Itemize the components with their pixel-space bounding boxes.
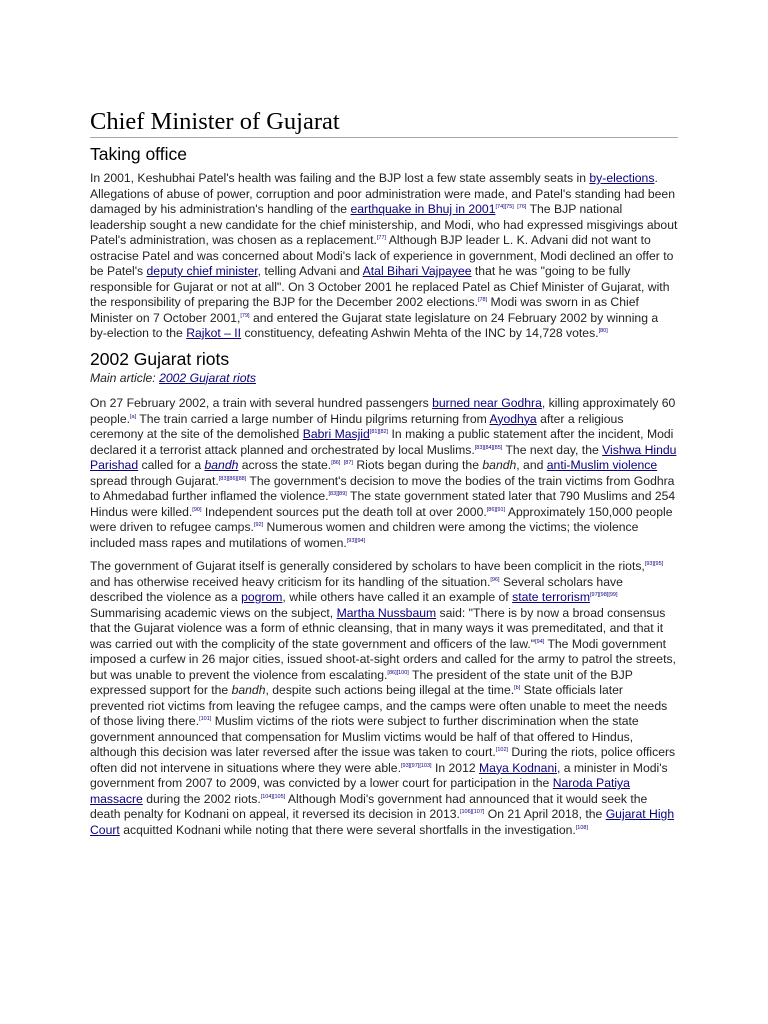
link-martha-nussbaum[interactable]: Martha Nussbaum bbox=[336, 605, 437, 620]
link-burned-near-godhra[interactable]: burned near Godhra bbox=[432, 396, 542, 410]
text-run: called for a bbox=[138, 458, 205, 472]
text-run: , a minister in Modi's government from 2007 to 2009, was convicted by a lower court for participation in the bbox=[90, 760, 668, 790]
text-run: constituency, defeating Ashwin Mehta of the INC by 14,728 votes. bbox=[241, 326, 599, 340]
text-run: said: "There is by now a broad consensus that the Gujarat violence was a form of ethnic cleansing, that in many ways it was premeditated, and that it was carried out with the complicity of the state government and officers of the law." bbox=[90, 605, 666, 651]
text-run: , despite such actions being illegal at the time. bbox=[265, 683, 515, 697]
link-naroda-patiya-massacre[interactable]: Naroda Patiya massacre bbox=[90, 776, 630, 806]
text-run: after a religious ceremony at the site of the demolished bbox=[90, 411, 624, 441]
link-bandh[interactable]: bandh bbox=[204, 458, 239, 472]
text-run: during the 2002 riots. bbox=[142, 791, 261, 806]
link-anti-muslim-violence[interactable]: anti-Muslim violence bbox=[546, 458, 658, 472]
text-run: In 2001, Keshubhai Patel's health was failing and the BJP lost a few state assembly seats in bbox=[90, 171, 590, 185]
text-run: The next day, the bbox=[502, 442, 603, 457]
hatnote-prefix: Main article: bbox=[90, 370, 160, 385]
link-maya-kodnani[interactable]: Maya Kodnani bbox=[479, 760, 557, 775]
link-rajkot-ii[interactable]: Rajkot – II bbox=[186, 326, 242, 340]
paragraph-riots-events bbox=[90, 396, 678, 551]
text-run: The president of the state unit of the BJP expressed support for the bbox=[90, 667, 633, 697]
citation-ref[interactable]: [83][86][88] bbox=[218, 475, 247, 482]
text-run: spread through Gujarat. bbox=[90, 473, 219, 488]
text-run: , while others have called it an example of bbox=[282, 590, 513, 604]
paragraph-government-complicity bbox=[90, 559, 678, 838]
text-run: and entered the Gujarat state legislature on 24 February 2002 by winning a by-election to the bbox=[90, 310, 659, 340]
citation-ref[interactable]: [76] bbox=[517, 203, 527, 210]
citation-ref[interactable]: [102] bbox=[495, 746, 509, 753]
citation-ref[interactable]: [97][98][99] bbox=[589, 591, 618, 598]
subsection-heading-gujarat-riots: 2002 Gujarat riots bbox=[90, 348, 230, 369]
text-run: across the state. bbox=[238, 458, 332, 472]
link-babri-masjid[interactable]: Babri Masjid bbox=[302, 427, 370, 441]
citation-ref[interactable]: [104][105] bbox=[260, 793, 286, 800]
text-run: During the riots, police officers often did not intervene in situations where they were able. bbox=[90, 745, 676, 775]
text-run: On 21 April 2018, the bbox=[484, 807, 606, 821]
link-2002-gujarat-riots[interactable]: 2002 Gujarat riots bbox=[159, 370, 256, 385]
citation-ref[interactable]: [77] bbox=[376, 234, 387, 241]
text-run: The government of Gujarat itself is generally considered by scholars to have been complicit in the riots, bbox=[90, 559, 645, 573]
text-run: Although BJP leader L. K. Advani did not want to ostracise Patel and was concerned about Modi's lack of experience in government, Modi declined an offer to be Patel's bbox=[90, 233, 674, 278]
text-run: Approximately 150,000 people were driven to refugee camps. bbox=[90, 504, 673, 534]
citation-ref[interactable]: [94] bbox=[535, 638, 545, 645]
citation-ref[interactable]: [108] bbox=[575, 824, 588, 831]
text-run: acquitted Kodnani while noting that there were several shortfalls in the investigation. bbox=[119, 822, 576, 837]
text-run: Modi was sworn in as Chief Minister on 7 October 2001, bbox=[90, 295, 639, 325]
subsection-heading-taking-office: Taking office bbox=[90, 144, 187, 164]
text-run: Muslim victims of the riots were subject to further discrimination when the state government announced that compensation for Muslim victims would be half of that offered to Hindus, although this decision was later reversed after the issue was taken to court. bbox=[90, 714, 639, 759]
text-run: The train carried a large number of Hindu pilgrims returning from bbox=[136, 411, 490, 426]
citation-ref[interactable]: [81][82] bbox=[369, 428, 389, 435]
citation-ref[interactable]: [79] bbox=[240, 312, 250, 319]
text-run: On 27 February 2002, a train with several hundred passengers bbox=[90, 396, 433, 410]
citation-ref[interactable]: [90] bbox=[192, 506, 202, 513]
paragraph-taking-office bbox=[90, 171, 678, 342]
text-run: Riots began during the bbox=[352, 458, 483, 472]
hatnote-main-article bbox=[90, 371, 678, 387]
citation-ref[interactable]: [86] bbox=[331, 459, 341, 466]
text-run: , and bbox=[516, 458, 547, 472]
text-run: The BJP national leadership sought a new candidate for the chief ministership, and Modi, who had expressed misgivings about Patel's administration, was chosen as a replacement. bbox=[90, 202, 678, 247]
text-run: , telling Advani and bbox=[257, 264, 363, 278]
link-earthquake-bhuj[interactable]: earthquake in Bhuj in 2001 bbox=[350, 202, 496, 216]
citation-ref[interactable]: [78] bbox=[477, 296, 488, 303]
emphasis-bandh: bandh bbox=[231, 683, 266, 697]
citation-ref[interactable]: [96] bbox=[490, 576, 500, 583]
citation-ref[interactable]: [87] bbox=[343, 459, 353, 466]
text-run: and has otherwise received heavy criticism for its handling of the situation. bbox=[90, 574, 491, 589]
text-run: In making a public statement after the incident, Modi declared it a terrorist attack planned and orchestrated by local Muslims. bbox=[90, 427, 674, 457]
text-run: Several scholars have described the violence as a bbox=[90, 574, 623, 604]
emphasis-bandh: bandh bbox=[482, 458, 517, 472]
link-ayodhya[interactable]: Ayodhya bbox=[489, 411, 537, 426]
text-run: The state government stated later that 790 Muslims and 254 Hindus were killed. bbox=[90, 489, 676, 519]
link-pogrom[interactable]: pogrom bbox=[241, 590, 283, 604]
citation-ref[interactable]: [93][95] bbox=[644, 560, 664, 567]
text-run: Although Modi's government had announced that it would seek the death penalty for Kodnani on appeal, it reversed its decision in 2013. bbox=[90, 791, 648, 821]
text-run: State officials later prevented riot victims from leaving the refugee camps, and the camps were often unable to meet the needs of those living there. bbox=[90, 683, 668, 728]
citation-ref[interactable]: [74][75] bbox=[495, 203, 514, 210]
link-by-elections[interactable]: by-elections bbox=[589, 171, 655, 185]
citation-ref[interactable]: [93][94] bbox=[346, 537, 366, 544]
text-run: Numerous women and children were among the victims; the violence included mass rapes and mutilations of women. bbox=[90, 520, 639, 550]
citation-ref[interactable]: [83][89] bbox=[328, 490, 347, 497]
link-deputy-chief-minister[interactable]: deputy chief minister bbox=[146, 264, 258, 278]
link-gujarat-high-court[interactable]: Gujarat High Court bbox=[90, 807, 675, 837]
text-run: Summarising academic views on the subject, bbox=[90, 605, 337, 620]
text-run: , killing approximately 60 people. bbox=[90, 396, 676, 426]
citation-ref[interactable]: [b] bbox=[514, 684, 521, 691]
link-state-terrorism[interactable]: state terrorism bbox=[512, 590, 590, 604]
text-run: The government's decision to move the bodies of the train victims from Godhra to Ahmedabad further inflamed the violence. bbox=[90, 473, 675, 503]
text-run: Independent sources put the death toll at over 2000. bbox=[201, 504, 487, 519]
citation-ref[interactable]: [86][91] bbox=[486, 506, 506, 513]
article-content bbox=[90, 108, 678, 838]
text-run: . Allegations of abuse of power, corruption and poor administration were made, and Patel's standing had been damaged by his administration's handling of the bbox=[90, 171, 675, 216]
citation-ref[interactable]: [a] bbox=[129, 413, 137, 420]
citation-ref[interactable]: [92] bbox=[253, 521, 264, 528]
citation-ref[interactable]: [93][97][103] bbox=[400, 762, 432, 769]
link-atal-bihari-vajpayee[interactable]: Atal Bihari Vajpayee bbox=[362, 264, 472, 278]
text-run: that he was "going to be fully responsible for Gujarat or not at all". On 3 October 2001 he replaced Patel as Chief Minister of Gujarat, with the responsibility of preparing the BJP for the December 2002 elections. bbox=[90, 264, 670, 309]
text-run: In 2012 bbox=[431, 760, 480, 775]
citation-ref[interactable]: [86][100] bbox=[387, 669, 409, 676]
link-vishwa-hindu-parishad[interactable]: Vishwa Hindu Parishad bbox=[90, 442, 677, 472]
text-run: The Modi government imposed a curfew in 26 major cities, issued shoot-at-sight orders and called for the army to patrol the streets, but was unable to prevent the violence from escalating. bbox=[90, 636, 676, 682]
citation-ref[interactable]: [101] bbox=[199, 715, 212, 722]
citation-ref[interactable]: [106][107] bbox=[459, 808, 485, 815]
section-heading-chief-minister: Chief Minister of Gujarat bbox=[90, 108, 678, 138]
citation-ref[interactable]: [83][84][85] bbox=[474, 444, 503, 451]
citation-ref[interactable]: [80] bbox=[598, 327, 608, 334]
